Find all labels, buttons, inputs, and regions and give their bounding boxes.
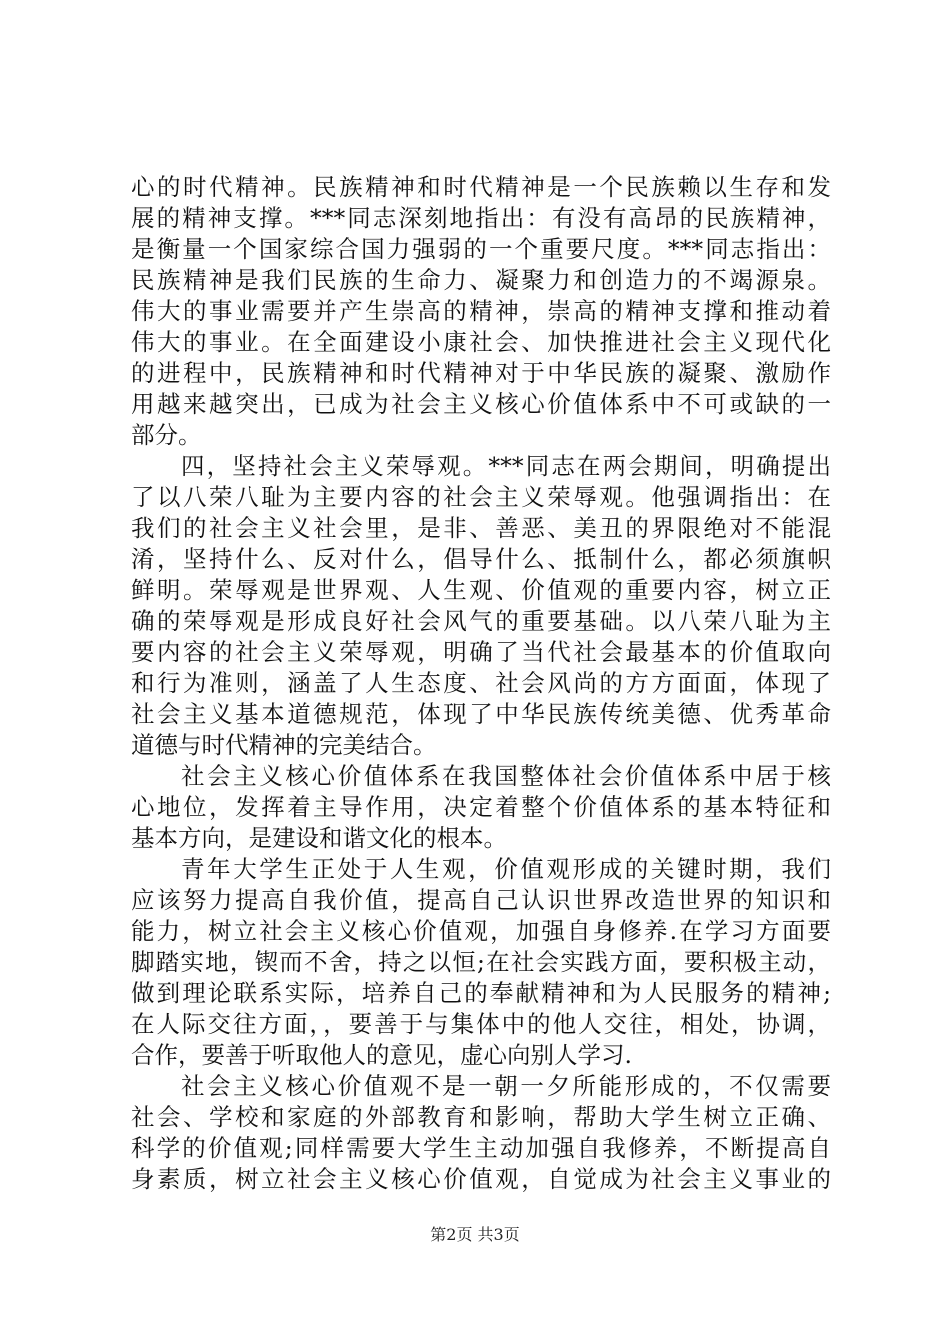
text-line: 基本方向，是建设和谐文化的根本。 <box>131 824 507 852</box>
text-line: 民族精神是我们民族的生命力、凝聚力和创造力的不竭源泉。 <box>131 266 831 294</box>
text-line: 社会主义核心价值体系在我国整体社会价值体系中居于核 <box>181 762 831 790</box>
text-line: 鲜明。荣辱观是世界观、人生观、价值观的重要内容，树立正 <box>131 576 831 604</box>
text-line: 合作，要善于听取他人的意见，虚心向别人学习. <box>131 1041 632 1069</box>
text-line: 部分。 <box>131 421 202 449</box>
text-line: 心地位，发挥着主导作用，决定着整个价值体系的基本特征和 <box>131 793 831 821</box>
text-line: 展的精神支撑。***同志深刻地指出：有没有高昂的民族精神， <box>131 204 831 232</box>
text-line: 四，坚持社会主义荣辱观。***同志在两会期间，明确提出 <box>181 452 831 480</box>
text-line: 了以八荣八耻为主要内容的社会主义荣辱观。他强调指出：在 <box>131 483 831 511</box>
text-line: 是衡量一个国家综合国力强弱的一个重要尺度。***同志指出： <box>131 235 831 263</box>
document-body <box>131 172 831 1195</box>
text-line: 脚踏实地，锲而不舍，持之以恒;在社会实践方面，要积极主动， <box>131 948 831 976</box>
text-line: 在人际交往方面，，要善于与集体中的他人交往，相处，协调， <box>131 1010 831 1038</box>
text-line: 社会、学校和家庭的外部教育和影响，帮助大学生树立正确、 <box>131 1103 831 1131</box>
text-line: 社会主义基本道德规范，体现了中华民族传统美德、优秀革命 <box>131 700 831 728</box>
text-line: 身素质，树立社会主义核心价值观，自觉成为社会主义事业的 <box>131 1165 831 1193</box>
text-line: 淆，坚持什么、反对什么，倡导什么、抵制什么，都必须旗帜 <box>131 545 831 573</box>
text-line: 心的时代精神。民族精神和时代精神是一个民族赖以生存和发 <box>131 173 831 201</box>
text-line: 伟大的事业需要并产生崇高的精神，崇高的精神支撑和推动着 <box>131 297 831 325</box>
text-line: 我们的社会主义社会里，是非、善恶、美丑的界限绝对不能混 <box>131 514 831 542</box>
text-line: 道德与时代精神的完美结合。 <box>131 731 437 759</box>
text-line: 能力，树立社会主义核心价值观，加强自身修养.在学习方面要 <box>131 917 831 945</box>
text-line: 用越来越突出，已成为社会主义核心价值体系中不可或缺的一 <box>131 390 831 418</box>
text-line: 科学的价值观;同样需要大学生主动加强自我修养，不断提高自 <box>131 1134 831 1162</box>
text-line: 社会主义核心价值观不是一朝一夕所能形成的，不仅需要 <box>181 1072 831 1100</box>
page-footer: 第2页 共3页 <box>430 1225 520 1244</box>
text-line: 的进程中，民族精神和时代精神对于中华民族的凝聚、激励作 <box>131 359 831 387</box>
text-line: 伟大的事业。在全面建设小康社会、加快推进社会主义现代化 <box>131 328 831 356</box>
text-line: 确的荣辱观是形成良好社会风气的重要基础。以八荣八耻为主 <box>131 607 831 635</box>
text-line: 和行为准则，涵盖了人生态度、社会风尚的方方面面，体现了 <box>131 669 831 697</box>
text-line: 应该努力提高自我价值，提高自己认识世界改造世界的知识和 <box>131 886 831 914</box>
text-line: 青年大学生正处于人生观，价值观形成的关键时期，我们 <box>181 855 831 883</box>
text-line: 要内容的社会主义荣辱观，明确了当代社会最基本的价值取向 <box>131 638 831 666</box>
text-line: 做到理论联系实际，培养自己的奉献精神和为人民服务的精神; <box>131 979 831 1007</box>
